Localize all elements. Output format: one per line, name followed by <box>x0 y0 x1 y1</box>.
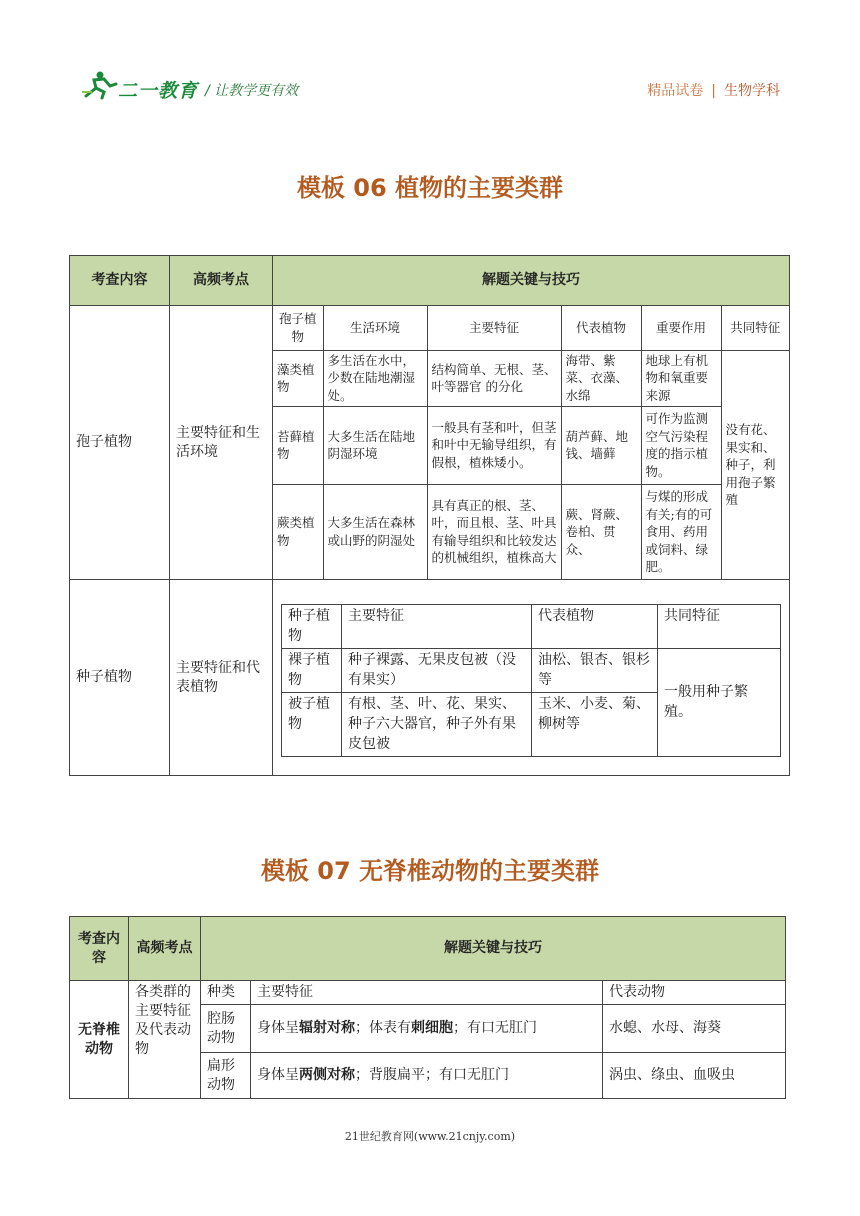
flatworm-feature: 身体呈两侧对称；背腹扁平；有口无肛门 <box>251 1053 603 1099</box>
flatworm-rep: 涡虫、绦虫、血吸虫 <box>603 1053 786 1099</box>
row-spore-points: 主要特征和生活环境 <box>170 306 273 580</box>
seed-head-common: 共同特征 <box>658 605 781 649</box>
gymno-feature: 种子裸露、无果皮包被（没有果实） <box>342 649 532 693</box>
fern-role: 与煤的形成有关;有的可食用、药用或饲料、绿肥。 <box>641 484 721 579</box>
inner-head-role: 重要作用 <box>641 306 721 350</box>
spore-inner-table <box>273 306 789 579</box>
moss-role: 可作为监测空气污染程度的指示植物。 <box>641 406 721 484</box>
slogan: / 让教学更有效 <box>205 83 299 99</box>
gymno-rep: 油松、银杏、银杉等 <box>532 649 658 693</box>
seed-inner-table <box>281 604 781 757</box>
t2-head-points: 高频考点 <box>129 917 201 981</box>
inner-head-feature: 主要特征 <box>427 306 561 350</box>
page-header <box>0 0 860 110</box>
fern-env: 大多生活在森林或山野的阴湿处 <box>323 484 427 579</box>
row-seed-points: 主要特征和代表植物 <box>170 580 273 776</box>
page-footer: 21世纪教育网(www.21cnjy.com) <box>344 1130 516 1143</box>
fern-feature: 具有真正的根、茎、叶，而且根、茎、叶具有输导组织和比较发达的机械组织，植株高大 <box>427 484 561 579</box>
algae-rep: 海带、紫菜、衣藻、水绵 <box>561 350 641 406</box>
spore-common: 没有花、果实和、种子，利用孢子繁殖 <box>721 350 789 579</box>
invertebrates-table <box>69 916 786 1099</box>
fern-name: 蕨类植物 <box>273 484 323 579</box>
header-subject: 生物学科 <box>724 83 780 99</box>
coelenterate-name: 腔肠动物 <box>201 1005 251 1053</box>
seed-head-feature: 主要特征 <box>342 605 532 649</box>
header-right <box>647 80 780 100</box>
header-tag: 精品试卷 <box>647 83 704 99</box>
coelenterate-rep: 水螅、水母、海葵 <box>603 1005 786 1053</box>
col-head-keys: 解题关键与技巧 <box>273 256 790 306</box>
fern-rep: 蕨、肾蕨、卷柏、贯众、 <box>561 484 641 579</box>
row-seed-plants: 种子植物 <box>70 580 170 776</box>
sub-head-feature: 主要特征 <box>251 981 603 1005</box>
invertebrate-label: 无脊椎动物 <box>70 981 129 1099</box>
title-template-07: 模板 07 无脊椎动物的主要类群 <box>260 857 600 885</box>
header-sep: | <box>711 83 716 99</box>
sub-head-kind: 种类 <box>201 981 251 1005</box>
title-template-06: 模板 06 植物的主要类群 <box>296 174 564 202</box>
moss-rep: 葫芦藓、地钱、墙藓 <box>561 406 641 484</box>
gymno-name: 裸子植物 <box>282 649 342 693</box>
invertebrate-points: 各类群的主要特征及代表动物 <box>129 981 201 1099</box>
seed-common: 一般用种子繁殖。 <box>658 649 781 757</box>
plants-table <box>69 255 790 776</box>
t2-head-content: 考查内容 <box>70 917 129 981</box>
coelenterate-feature: 身体呈辐射对称；体表有刺细胞；有口无肛门 <box>251 1005 603 1053</box>
moss-feature: 一般具有茎和叶，但茎和叶中无输导组织，有假根，植株矮小。 <box>427 406 561 484</box>
inner-head-rep: 代表植物 <box>561 306 641 350</box>
seed-head-type: 种子植物 <box>282 605 342 649</box>
algae-name: 藻类植物 <box>273 350 323 406</box>
algae-feature: 结构简单、无根、茎、叶等器官 的分化 <box>427 350 561 406</box>
sub-head-rep: 代表动物 <box>603 981 786 1005</box>
runner-logo-icon <box>80 70 120 100</box>
seed-head-rep: 代表植物 <box>532 605 658 649</box>
angio-feature: 有根、茎、叶、花、果实、种子六大器官，种子外有果皮包被 <box>342 693 532 757</box>
flatworm-name: 扁形动物 <box>201 1053 251 1099</box>
t2-head-keys: 解题关键与技巧 <box>201 917 786 981</box>
algae-env: 多生活在水中，少数在陆地潮湿处。 <box>323 350 427 406</box>
angio-rep: 玉米、小麦、菊、柳树等 <box>532 693 658 757</box>
col-head-points: 高频考点 <box>170 256 273 306</box>
moss-env: 大多生活在陆地阴湿环境 <box>323 406 427 484</box>
col-head-content: 考查内容 <box>70 256 170 306</box>
algae-role: 地球上有机物和氧重要来源 <box>641 350 721 406</box>
inner-head-common: 共同特征 <box>721 306 789 350</box>
angio-name: 被子植物 <box>282 693 342 757</box>
moss-name: 苔藓植物 <box>273 406 323 484</box>
inner-head-env: 生活环境 <box>323 306 427 350</box>
inner-head-type: 孢子植物 <box>273 306 323 350</box>
brand-name: 二一教育 <box>118 80 199 102</box>
row-spore-plants: 孢子植物 <box>70 306 170 580</box>
